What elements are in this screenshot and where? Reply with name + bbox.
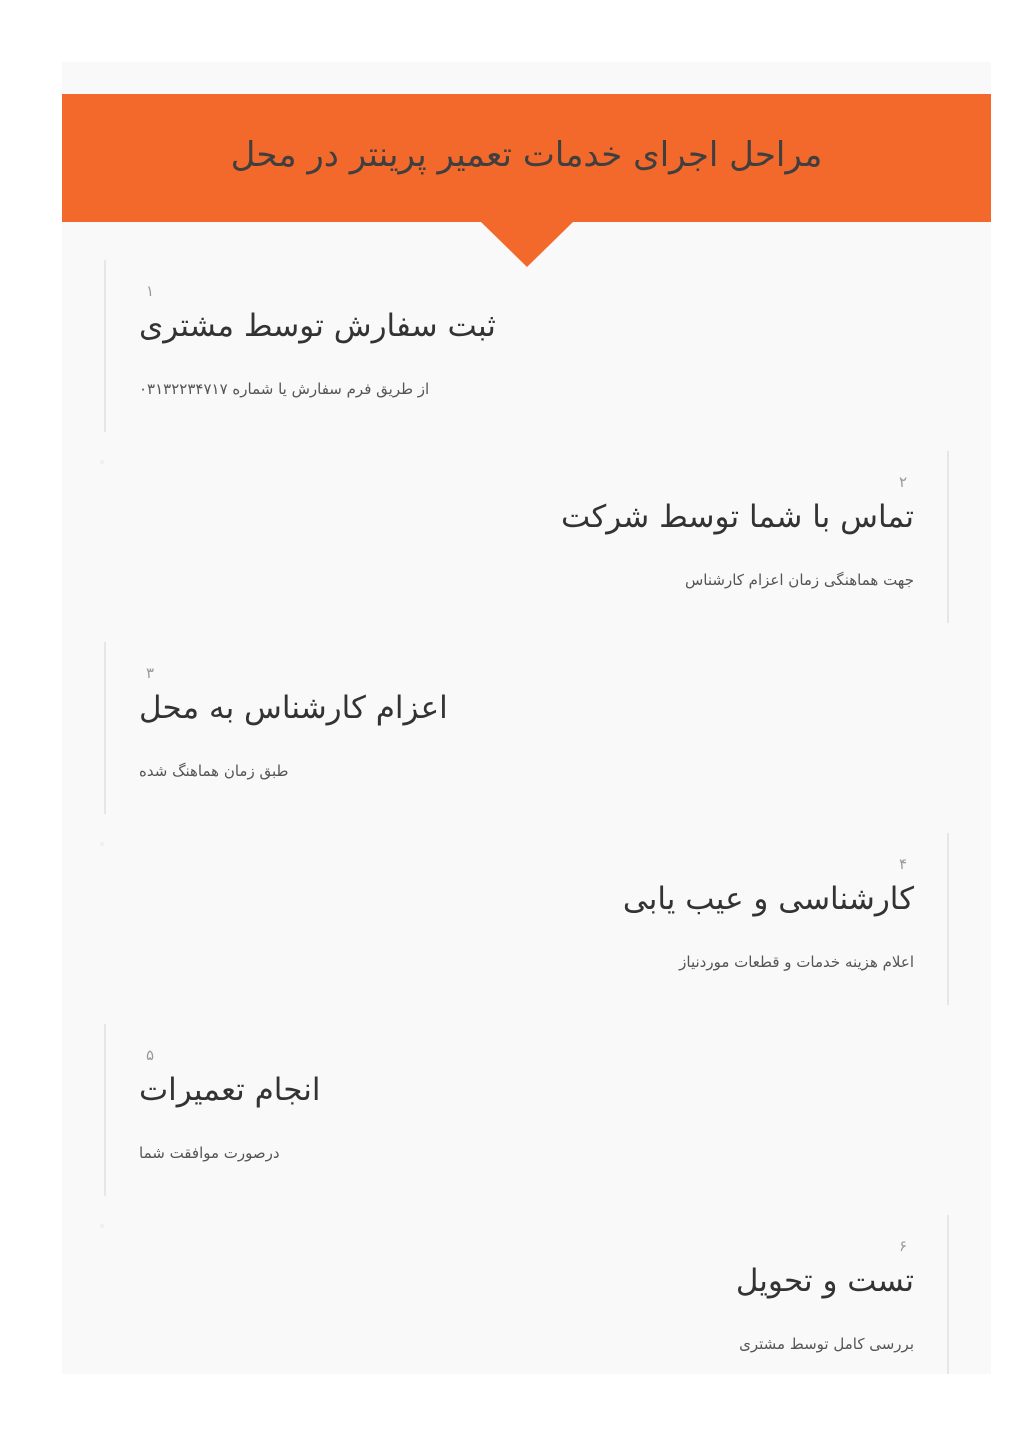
step-title: انجام تعمیرات bbox=[139, 1072, 321, 1108]
step-number: ۶ bbox=[898, 1237, 907, 1255]
timeline-step-2 bbox=[527, 451, 949, 623]
step-number: ۵ bbox=[146, 1046, 155, 1064]
step-title: کارشناسی و عیب یابی bbox=[622, 881, 914, 917]
timeline-dot bbox=[100, 1224, 104, 1228]
timeline-dot bbox=[100, 842, 104, 846]
timeline-step-6 bbox=[527, 1215, 949, 1374]
step-description: اعلام هزینه خدمات و قطعات موردنیاز bbox=[679, 953, 914, 971]
step-description: از طریق فرم سفارش یا شماره ۰۳۱۳۲۲۳۴۷۱۷ bbox=[139, 380, 430, 398]
step-title: تست و تحویل bbox=[735, 1263, 914, 1299]
timeline-step-4 bbox=[527, 833, 949, 1005]
step-description: درصورت موافقت شما bbox=[139, 1144, 280, 1162]
step-number: ۳ bbox=[146, 664, 155, 682]
step-number: ۲ bbox=[898, 473, 907, 491]
section-header bbox=[62, 94, 991, 222]
step-number: ۱ bbox=[146, 282, 155, 300]
step-description: بررسی کامل توسط مشتری bbox=[739, 1335, 914, 1353]
step-description: طبق زمان هماهنگ شده bbox=[139, 762, 289, 780]
step-title: اعزام کارشناس به محل bbox=[139, 690, 448, 726]
timeline-step-5 bbox=[104, 1024, 526, 1196]
timeline-step-1 bbox=[104, 260, 526, 432]
timeline-step-3 bbox=[104, 642, 526, 814]
timeline-dot bbox=[100, 460, 104, 464]
step-number: ۴ bbox=[898, 855, 907, 873]
process-panel bbox=[62, 62, 991, 1374]
step-description: جهت هماهنگی زمان اعزام کارشناس bbox=[684, 571, 914, 589]
step-title: تماس با شما توسط شرکت bbox=[561, 499, 914, 535]
page-title: مراحل اجرای خدمات تعمیر پرینتر در محل bbox=[230, 135, 823, 175]
step-title: ثبت سفارش توسط مشتری bbox=[139, 308, 496, 344]
